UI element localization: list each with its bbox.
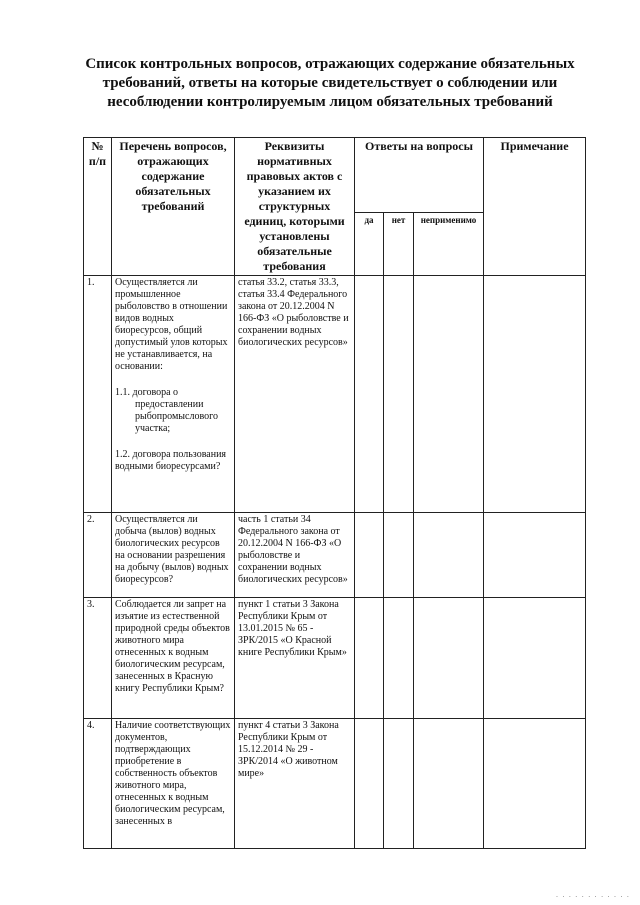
header-row <box>84 138 586 213</box>
row-number: 2. <box>84 513 112 598</box>
answer-yes-cell[interactable] <box>355 276 384 513</box>
note-cell[interactable] <box>484 719 586 849</box>
answer-yes-cell[interactable] <box>355 719 384 849</box>
sub-question-2: 1.2. договора пользования водными биоресурсами? <box>115 449 227 472</box>
answer-no-cell[interactable] <box>384 719 414 849</box>
row-question: Осуществляется ли добыча (вылов) водных биологических ресурсов на основании разрешения на добычу (вылов) водных биоресурсов? <box>112 513 235 598</box>
header-answers: Ответы на вопросы <box>355 138 484 213</box>
row-requisites: часть 1 статьи 34 Федерального закона от 20.12.2004 N 166-ФЗ «О рыболовстве и сохранении водных биологических ресурсов» <box>235 513 355 598</box>
row-question <box>112 276 235 513</box>
sub-question-1-label: 1.1. договора о <box>115 387 179 398</box>
row-requisites: пункт 1 статьи 3 Закона Республики Крым от 13.01.2015 № 65 - ЗРК/2015 «О Красной книге Республики Крым» <box>235 598 355 719</box>
answer-yes-cell[interactable] <box>355 513 384 598</box>
row-question: Наличие соответствующих документов, подтверждающих приобретение в собственность объектов животного мира, отнесенных к водным биологическим ресурсам, занесенных в <box>112 719 235 849</box>
sub-question-1 <box>115 387 231 435</box>
row-number: 3. <box>84 598 112 719</box>
row-number: 4. <box>84 719 112 849</box>
row-requisites: статья 33.2, статья 33.3, статья 33.4 Федерального закона от 20.12.2004 N 166-ФЗ «О рыболовстве и сохранении водных биологических ресурсов» <box>235 276 355 513</box>
document-title: Список контрольных вопросов, отражающих содержание обязательных требований, ответы на которые свидетельствует о соблюдении или несоблюдении контролируемым лицом обязательных требований <box>85 56 575 110</box>
note-cell[interactable] <box>484 276 586 513</box>
answer-na-cell[interactable] <box>414 598 484 719</box>
answer-na-cell[interactable] <box>414 513 484 598</box>
answer-na-cell[interactable] <box>414 276 484 513</box>
sub-question-1-text: предоставлении рыбопромыслового участка; <box>135 399 218 434</box>
scan-artifact-dots: · · · · · · · · · · · · <box>555 893 630 901</box>
question-text: Осуществляется ли промышленное рыболовство в отношении видов водных биоресурсов, общий допустимый улов которых не устанавливается, на основании: <box>115 277 228 372</box>
header-note: Примечание <box>484 138 586 276</box>
row-question: Соблюдается ли запрет на изъятие из естественной природной среды объектов животного мира отнесенных к водным биологическим ресурсам, занесенных в Красную книгу Республики Крым? <box>112 598 235 719</box>
note-cell[interactable] <box>484 598 586 719</box>
answer-no-cell[interactable] <box>384 598 414 719</box>
answer-no-cell[interactable] <box>384 276 414 513</box>
header-num: № п/п <box>84 138 112 276</box>
table-row <box>84 598 586 719</box>
row-number: 1. <box>84 276 112 513</box>
answer-na-cell[interactable] <box>414 719 484 849</box>
header-requisites: Реквизиты нормативных правовых актов с указанием их структурных единиц, которыми установлены обязательные требования <box>235 138 355 276</box>
answer-no-cell[interactable] <box>384 513 414 598</box>
note-cell[interactable] <box>484 513 586 598</box>
answer-yes-cell[interactable] <box>355 598 384 719</box>
header-yes: да <box>355 213 384 276</box>
header-questions: Перечень вопросов, отражающих содержание обязательных требований <box>112 138 235 276</box>
row-requisites: пункт 4 статьи 3 Закона Республики Крым от 15.12.2014 № 29 - ЗРК/2014 «О животном мире» <box>235 719 355 849</box>
table-row <box>84 276 586 513</box>
table-row <box>84 513 586 598</box>
header-na: неприменимо <box>414 213 484 276</box>
checklist-table <box>83 137 586 849</box>
header-no: нет <box>384 213 414 276</box>
table-row <box>84 719 586 849</box>
